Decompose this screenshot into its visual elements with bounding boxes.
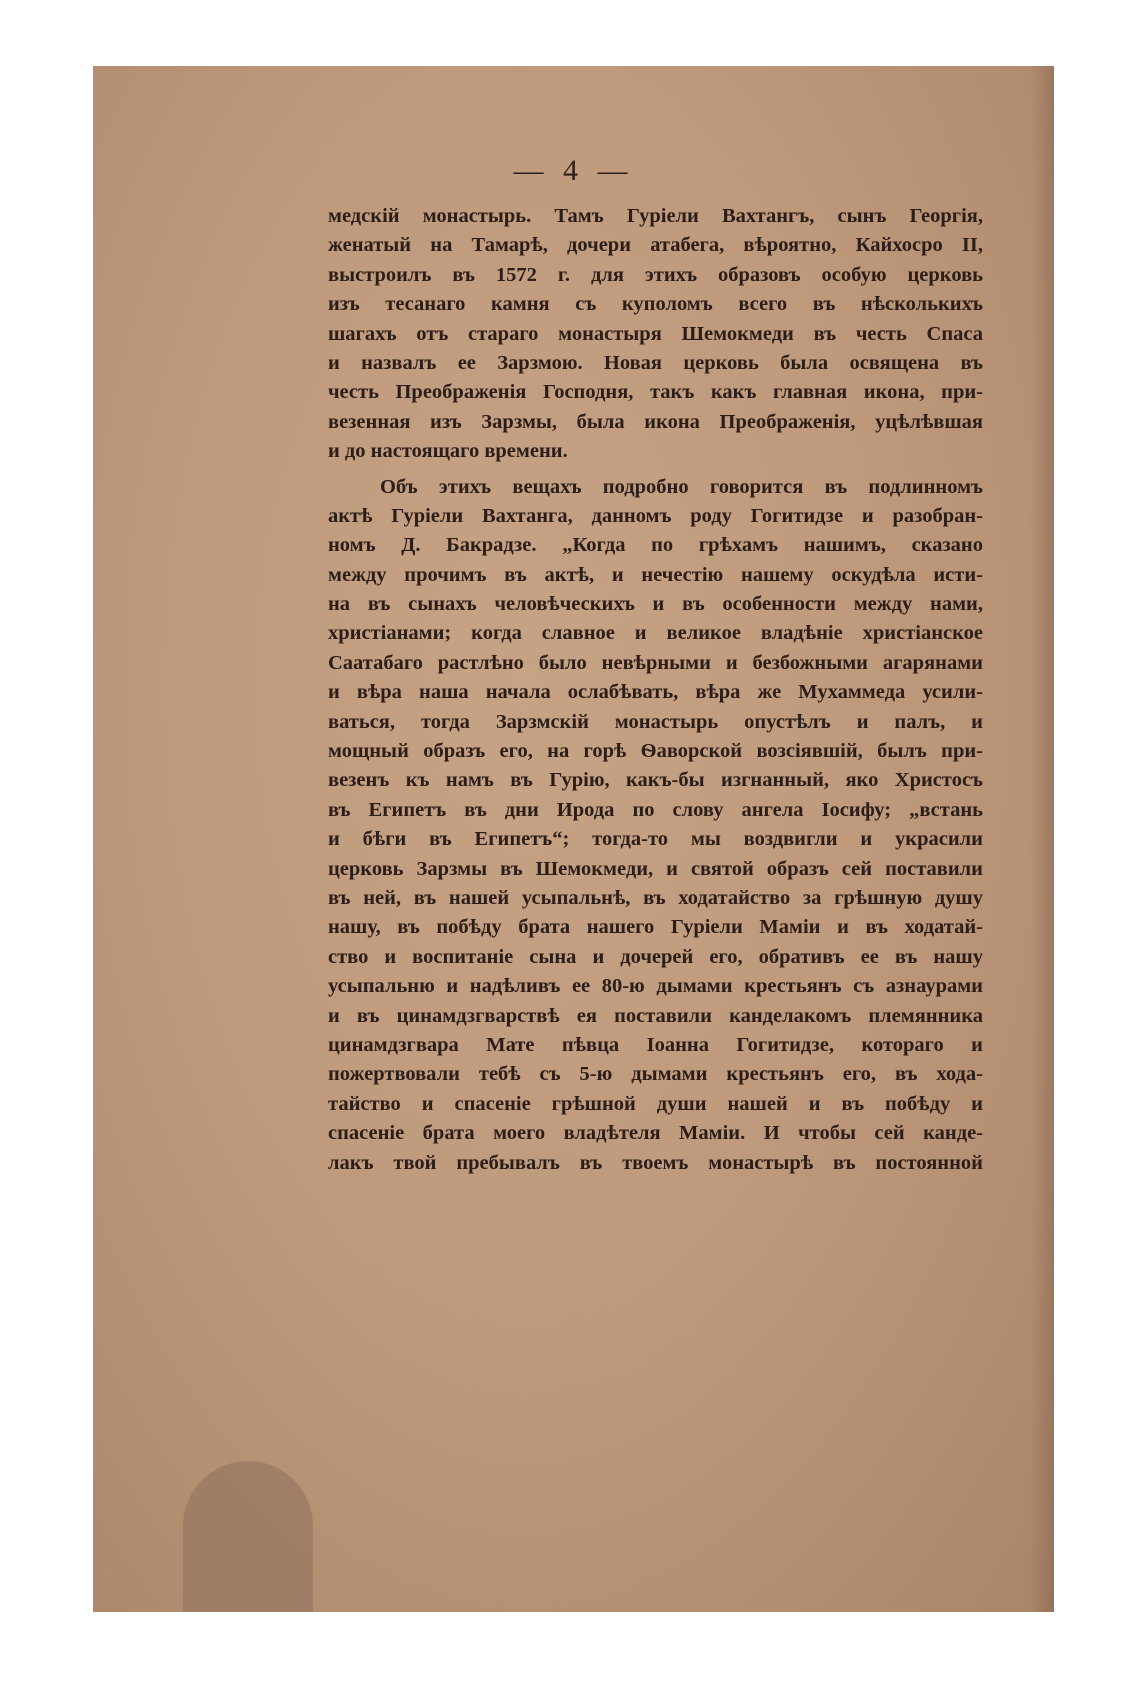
text-line: Саатабаго растлѣно было невѣрными и безбожными агарянами xyxy=(328,651,983,674)
text-line: честь Преображенія Господня, такъ какъ главная икона, при- xyxy=(328,381,983,404)
text-line: и до настоящаго времени. xyxy=(328,440,568,463)
paragraph xyxy=(328,202,983,467)
text-line: изъ тесанаго камня съ куполомъ всего въ нѣсколькихъ xyxy=(328,293,983,316)
page-number: — 4 — xyxy=(513,154,634,187)
text-line: и назвалъ ее Зарзмою. Новая церковь была освящена въ xyxy=(328,351,983,374)
text-line: номъ Д. Бакрадзе. „Когда по грѣхамъ нашимъ, сказано xyxy=(328,534,983,557)
text-line: пожертвовали тебѣ съ 5-ю дымами крестьянъ его, въ хода- xyxy=(328,1063,983,1086)
text-line: Объ этихъ вещахъ подробно говорится въ подлинномъ xyxy=(380,475,983,498)
text-line: въ Египетъ въ дни Ирода по слову ангела Іосифу; „встань xyxy=(328,798,983,821)
text-line: христіанами; когда славное и великое владѣніе христіанское xyxy=(328,622,983,645)
text-line: везенная изъ Зарзмы, была икона Преображенія, уцѣлѣвшая xyxy=(328,410,983,433)
text-line: усыпальню и надѣливъ ее 80-ю дымами крестьянъ съ азнаурами xyxy=(328,975,983,998)
text-line: мощный образъ его, на горѣ Ѳаворской возсіявшій, былъ при- xyxy=(328,740,983,763)
text-line: актѣ Гуріели Вахтанга, данномъ роду Гогитидзе и разобран- xyxy=(328,504,983,527)
text-line: лакъ твой пребывалъ въ твоемъ монастырѣ въ постоянной xyxy=(328,1151,983,1174)
text-line: ство и воспитаніе сына и дочерей его, обративъ ее въ нашу xyxy=(328,945,983,968)
text-line: и вѣра наша начала ослабѣвать, вѣра же Мухаммеда усили- xyxy=(328,681,983,704)
text-line: между прочимъ въ актѣ, и нечестію нашему оскудѣла исти- xyxy=(328,563,983,586)
text-line: выстроилъ въ 1572 г. для этихъ образовъ особую церковь xyxy=(328,263,983,286)
paragraph xyxy=(328,473,983,1178)
text-line: и бѣги въ Египетъ“; тогда-то мы воздвигли и украсили xyxy=(328,828,983,851)
text-line: церковь Зарзмы въ Шемокмеди, и святой образъ сей поставили xyxy=(328,857,983,880)
text-line: цинамдзгвара Мате пѣвца Іоанна Гогитидзе, котораго и xyxy=(328,1033,983,1056)
text-line: ваться, тогда Зарзмскій монастырь опустѣлъ и палъ, и xyxy=(328,710,983,733)
text-line: въ ней, въ нашей усыпальнѣ, въ ходатайство за грѣшную душу xyxy=(328,886,983,909)
text-line: шагахъ отъ стараго монастыря Шемокмеди въ честь Спаса xyxy=(328,322,983,345)
text-line: на въ сынахъ человѣческихъ и въ особенности между нами, xyxy=(328,593,983,616)
text-line: нашу, въ побѣду брата нашего Гуріели Маміи и въ ходатай- xyxy=(328,916,983,939)
text-line: женатый на Тамарѣ, дочери атабега, вѣроятно, Кайхосро II, xyxy=(328,234,983,257)
scanned-page xyxy=(93,66,1054,1612)
body-text xyxy=(328,202,983,1178)
text-line: спасеніе брата моего владѣтеля Маміи. И чтобы сей канде- xyxy=(328,1122,983,1145)
text-line: тайство и спасеніе грѣшной души нашей и въ побѣду и xyxy=(328,1092,983,1115)
text-line: везенъ къ намъ въ Гурію, какъ-бы изгнанный, яко Христосъ xyxy=(328,769,983,792)
text-line: и въ цинамдзгварствѣ ея поставили канделакомъ племянника xyxy=(328,1004,983,1027)
thumb-shadow xyxy=(183,1461,313,1612)
text-line: медскій монастырь. Тамъ Гуріели Вахтангъ, сынъ Георгія, xyxy=(328,205,983,227)
